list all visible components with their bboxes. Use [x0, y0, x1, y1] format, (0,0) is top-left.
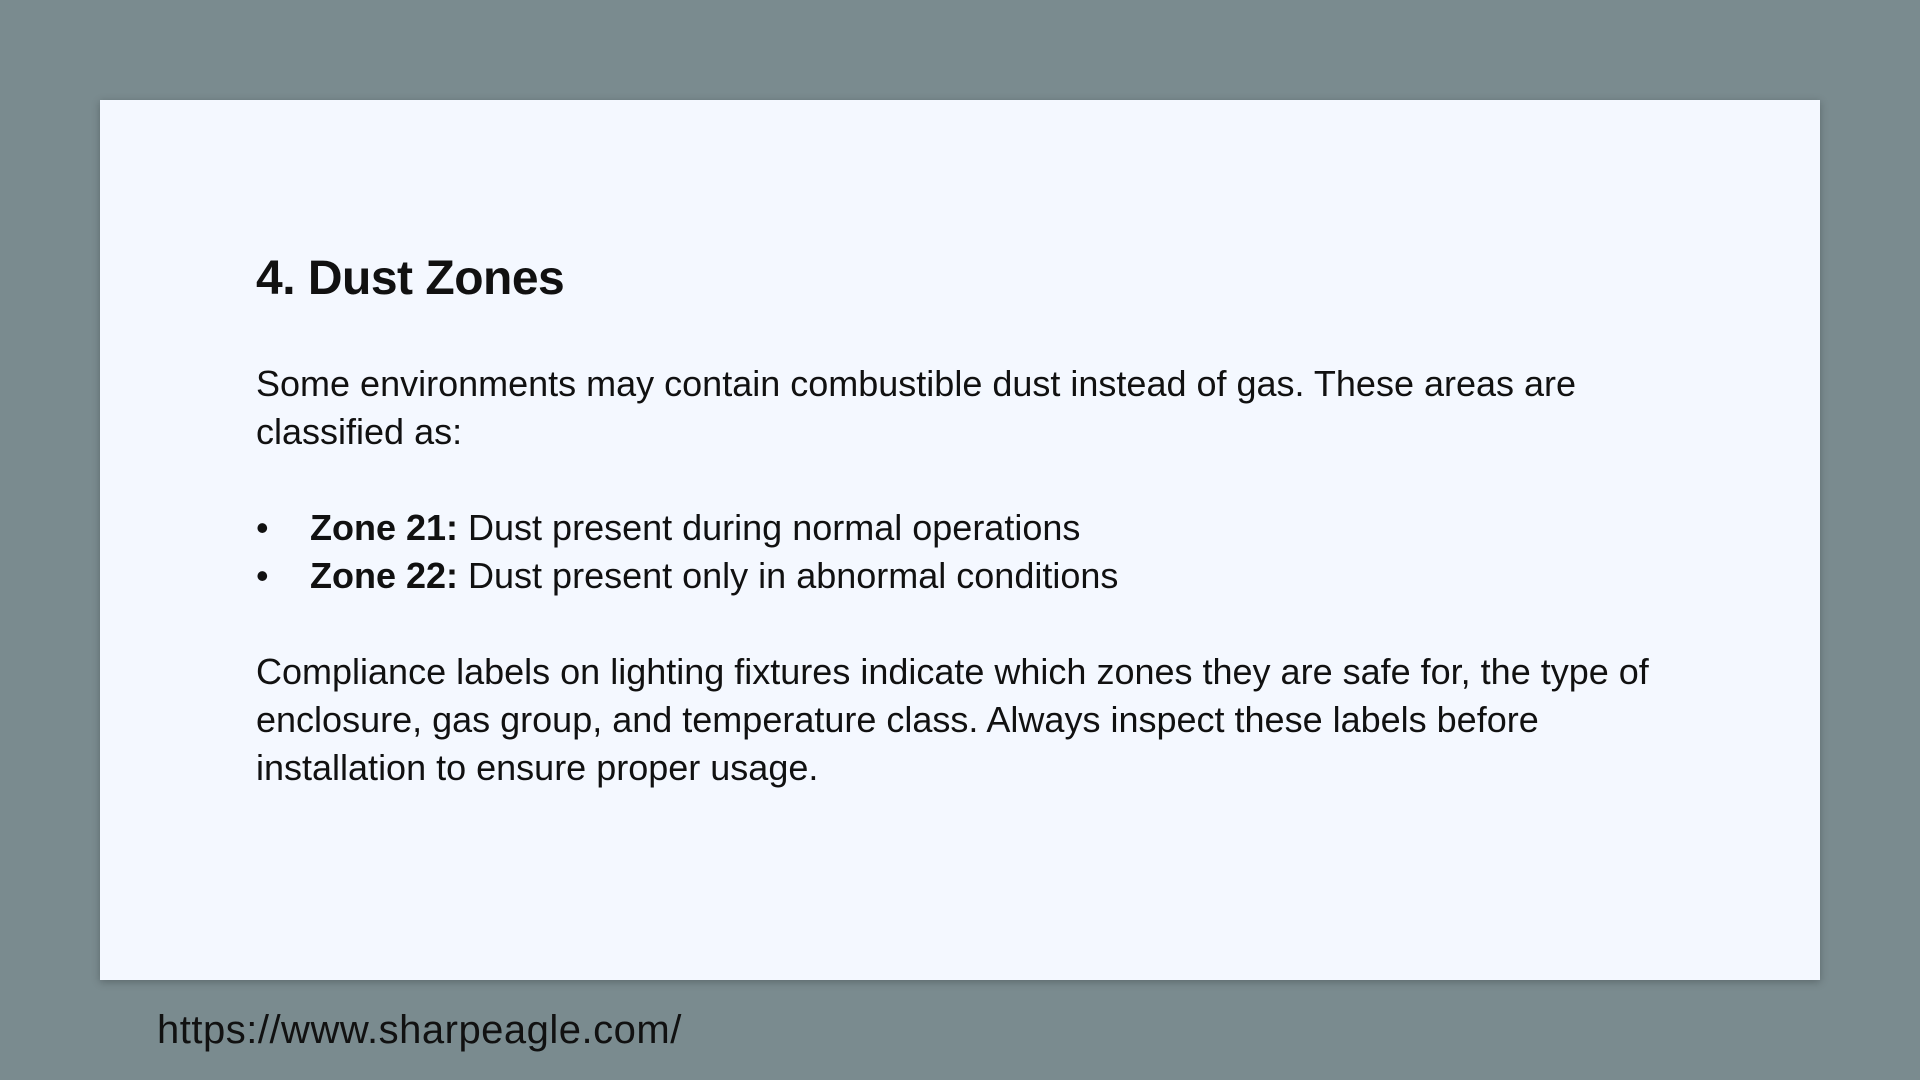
closing-paragraph: Compliance labels on lighting fixtures indicate which zones they are safe for, the type of enclosure, gas group, and temperature class. Always inspect these labels before installation to ensure proper usage.	[256, 651, 1649, 788]
list-item-zone-22	[256, 552, 1676, 600]
slide-content	[256, 250, 1676, 792]
zone-list	[256, 504, 1676, 600]
zone-term: Zone 22:	[310, 555, 459, 596]
zone-description: Dust present during normal operations	[458, 507, 1081, 548]
slide-title: 4. Dust Zones	[256, 252, 565, 305]
footer-url-link[interactable]: https://www.sharpeagle.com/	[157, 1008, 682, 1052]
zone-description: Dust present only in abnormal conditions	[458, 555, 1119, 596]
bullet-icon: •	[256, 555, 269, 596]
slide-card	[100, 100, 1820, 980]
zone-term: Zone 21:	[310, 507, 459, 548]
intro-paragraph: Some environments may contain combustible dust instead of gas. These areas are classified as:	[256, 363, 1577, 452]
bullet-icon: •	[256, 507, 269, 548]
list-item-zone-21	[256, 504, 1676, 552]
